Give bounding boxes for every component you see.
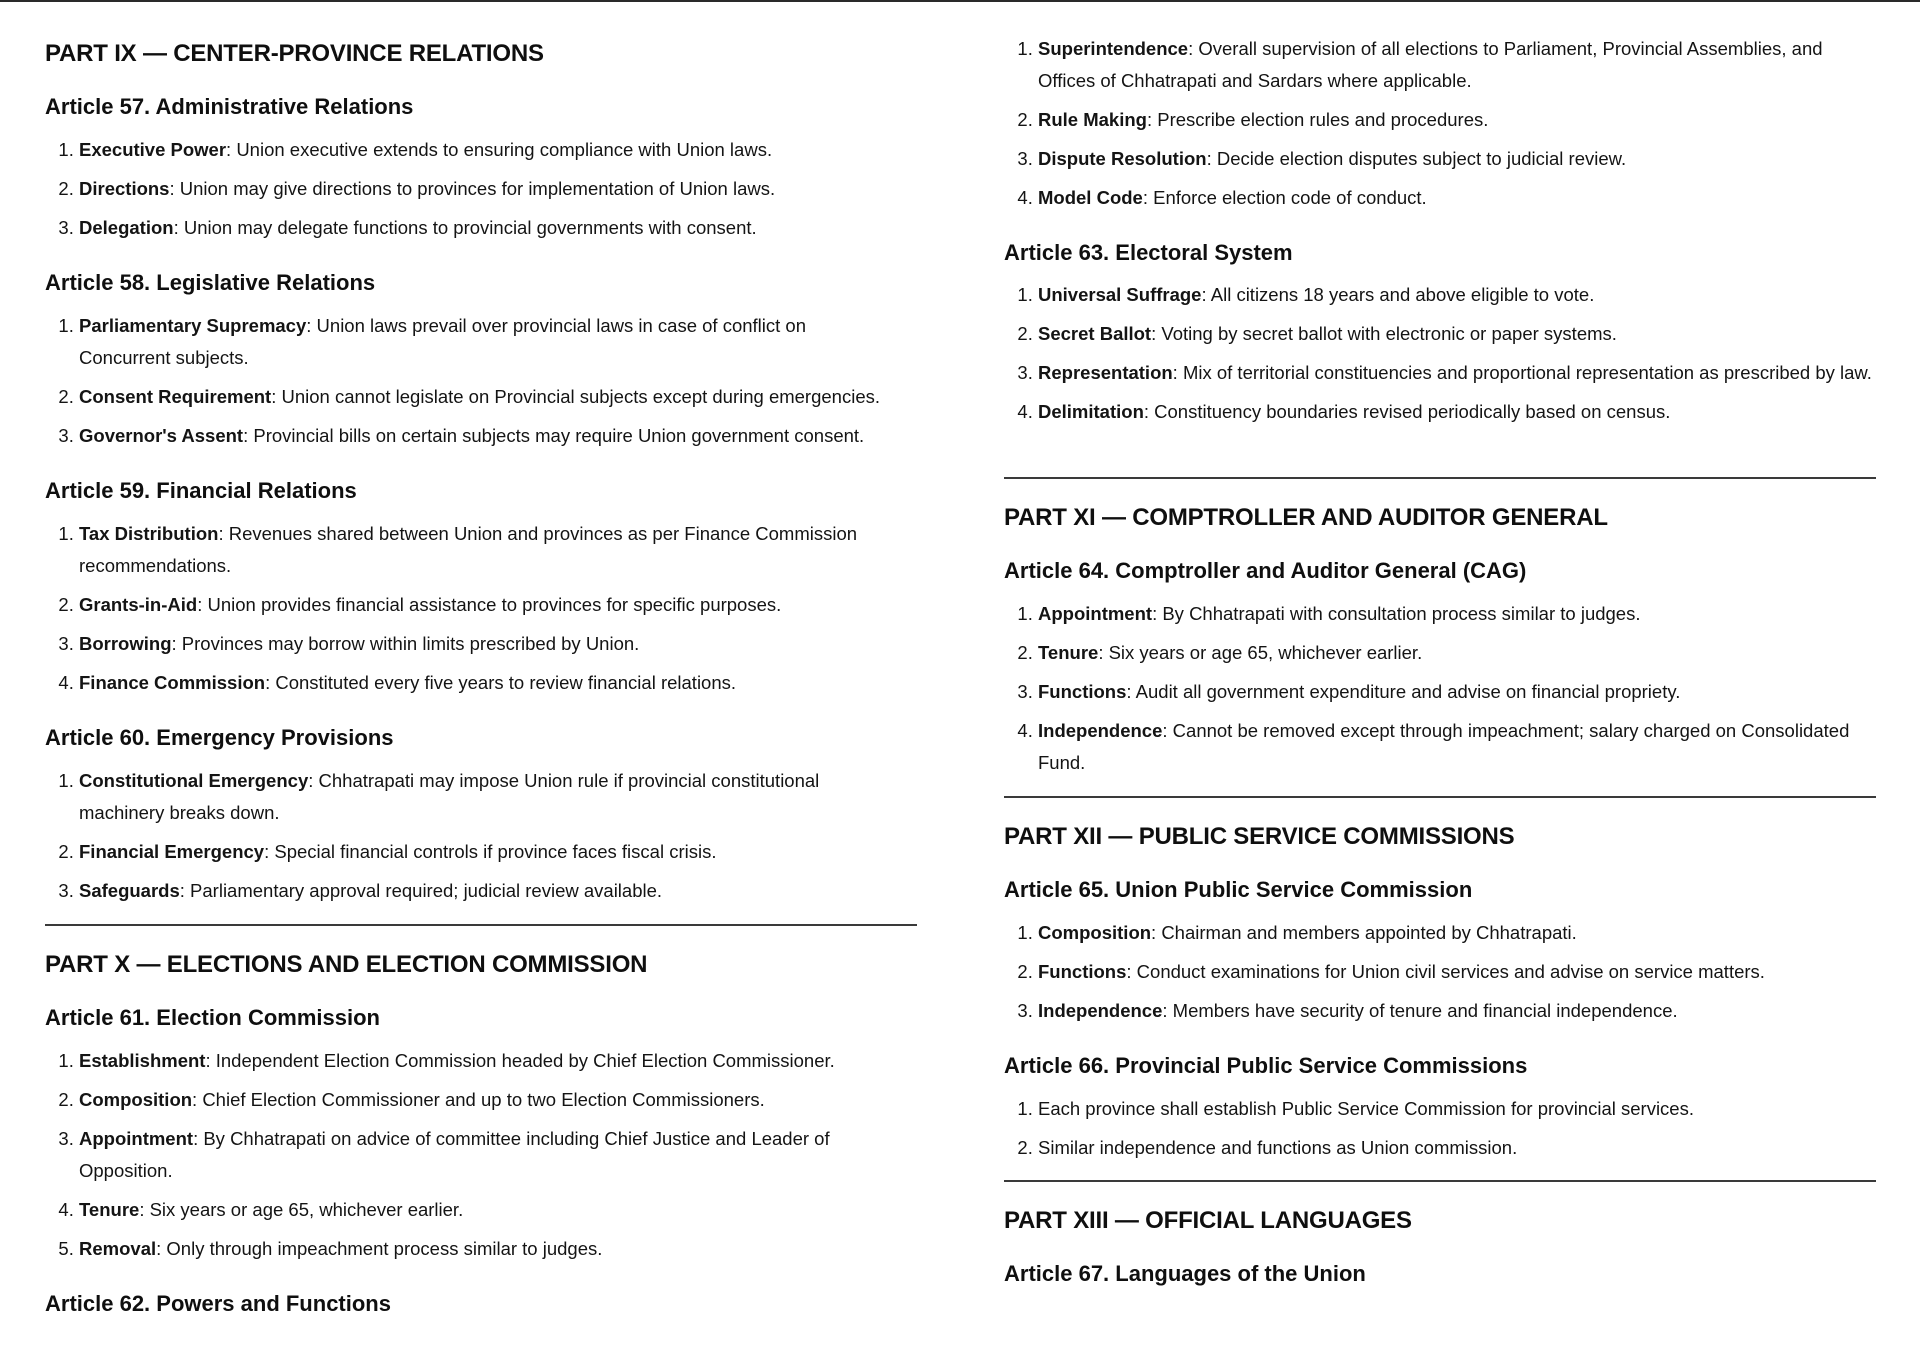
article-64-list [1004, 598, 1858, 786]
list-item: 1. Universal Suffrage: All citizens 18 years and above eligible to vote. [1038, 279, 1872, 311]
article-65-list [1004, 917, 1765, 1034]
article-64-heading: Article 64. Comptroller and Auditor General (CAG) [1004, 558, 1527, 583]
part-ix-title: PART IX — CENTER-PROVINCE RELATIONS [45, 40, 544, 67]
article-66-heading: Article 66. Provincial Public Service Commissions [1004, 1053, 1528, 1078]
part-xii-title: PART XII — PUBLIC SERVICE COMMISSIONS [1004, 823, 1515, 850]
article-60-heading: Article 60. Emergency Provisions [45, 725, 394, 750]
list-item: 2. Grants-in-Aid: Union provides financial assistance to provinces for specific purposes. [79, 589, 909, 621]
article-58-list [45, 310, 899, 459]
list-item: 3. Functions: Audit all government expenditure and advise on financial propriety. [1038, 676, 1858, 708]
top-border [0, 0, 1920, 2]
article-58-heading: Article 58. Legislative Relations [45, 270, 376, 295]
list-item: 3. Governor's Assent: Provincial bills on certain subjects may require Union government consent. [79, 420, 899, 452]
part-xi-title: PART XI — COMPTROLLER AND AUDITOR GENERAL [1004, 504, 1608, 531]
list-item: 1. Constitutional Emergency: Chhatrapati may impose Union rule if provincial constitutional machinery breaks down. [79, 765, 909, 829]
list-item: 4. Independence: Cannot be removed except through impeachment; salary charged on Consolidated Fund. [1038, 715, 1858, 779]
list-item: 3. Independence: Members have security of tenure and financial independence. [1038, 995, 1765, 1027]
section-divider [1004, 796, 1876, 798]
list-item: 3. Appointment: By Chhatrapati on advice of committee including Chief Justice and Leader of Opposition. [79, 1123, 909, 1187]
article-57-heading: Article 57. Administrative Relations [45, 94, 414, 119]
article-61-heading: Article 61. Election Commission [45, 1005, 380, 1030]
list-item: 3. Safeguards: Parliamentary approval required; judicial review available. [79, 875, 909, 907]
article-62-list [1004, 33, 1876, 221]
article-61-list [45, 1045, 909, 1272]
list-item: 3. Representation: Mix of territorial constituencies and proportional representation as prescribed by law. [1038, 357, 1872, 389]
article-57-list [45, 134, 775, 251]
list-item: 2. Composition: Chief Election Commissioner and up to two Election Commissioners. [79, 1084, 909, 1116]
article-65-heading: Article 65. Union Public Service Commission [1004, 877, 1473, 902]
article-59-list [45, 518, 909, 706]
part-xiii-title: PART XIII — OFFICIAL LANGUAGES [1004, 1207, 1412, 1234]
part-x-title: PART X — ELECTIONS AND ELECTION COMMISSION [45, 951, 648, 978]
section-divider [45, 924, 917, 926]
list-item: 1. Composition: Chairman and members appointed by Chhatrapati. [1038, 917, 1765, 949]
list-item: 2. Rule Making: Prescribe election rules and procedures. [1038, 104, 1876, 136]
article-63-heading: Article 63. Electoral System [1004, 240, 1293, 265]
list-item: 2. Secret Ballot: Voting by secret ballot with electronic or paper systems. [1038, 318, 1872, 350]
list-item: 2. Tenure: Six years or age 65, whichever earlier. [1038, 637, 1858, 669]
list-item: 1. Tax Distribution: Revenues shared between Union and provinces as per Finance Commission recommendations. [79, 518, 909, 582]
list-item: 5. Removal: Only through impeachment process similar to judges. [79, 1233, 909, 1265]
article-62-heading: Article 62. Powers and Functions [45, 1291, 391, 1316]
article-60-list [45, 765, 909, 914]
list-item: 1. Each province shall establish Public Service Commission for provincial services. [1038, 1093, 1694, 1125]
list-item: 2. Directions: Union may give directions to provinces for implementation of Union laws. [79, 173, 775, 205]
list-item: 3. Borrowing: Provinces may borrow within limits prescribed by Union. [79, 628, 909, 660]
article-63-list [1004, 279, 1872, 435]
list-item: 4. Delimitation: Constituency boundaries revised periodically based on census. [1038, 396, 1872, 428]
list-item: 2. Functions: Conduct examinations for Union civil services and advise on service matters. [1038, 956, 1765, 988]
list-item: 3. Delegation: Union may delegate functions to provincial governments with consent. [79, 212, 775, 244]
list-item: 2. Consent Requirement: Union cannot legislate on Provincial subjects except during emergencies. [79, 381, 899, 413]
article-59-heading: Article 59. Financial Relations [45, 478, 357, 503]
list-item: 1. Appointment: By Chhatrapati with consultation process similar to judges. [1038, 598, 1858, 630]
list-item: 4. Finance Commission: Constituted every five years to review financial relations. [79, 667, 909, 699]
list-item: 4. Model Code: Enforce election code of conduct. [1038, 182, 1876, 214]
list-item: 1. Parliamentary Supremacy: Union laws prevail over provincial laws in case of conflict on Concurrent subjects. [79, 310, 899, 374]
section-divider [1004, 477, 1876, 479]
list-item: 3. Dispute Resolution: Decide election disputes subject to judicial review. [1038, 143, 1876, 175]
list-item: 4. Tenure: Six years or age 65, whichever earlier. [79, 1194, 909, 1226]
list-item: 1. Superintendence: Overall supervision of all elections to Parliament, Provincial Assemblies, and Offices of Chhatrapati and Sardars where applicable. [1038, 33, 1876, 97]
article-66-list [1004, 1093, 1694, 1171]
list-item: 1. Establishment: Independent Election Commission headed by Chief Election Commissioner. [79, 1045, 909, 1077]
list-item: 1. Executive Power: Union executive extends to ensuring compliance with Union laws. [79, 134, 775, 166]
section-divider [1004, 1180, 1876, 1182]
list-item: 2. Similar independence and functions as Union commission. [1038, 1132, 1694, 1164]
article-67-heading: Article 67. Languages of the Union [1004, 1261, 1366, 1286]
list-item: 2. Financial Emergency: Special financial controls if province faces fiscal crisis. [79, 836, 909, 868]
